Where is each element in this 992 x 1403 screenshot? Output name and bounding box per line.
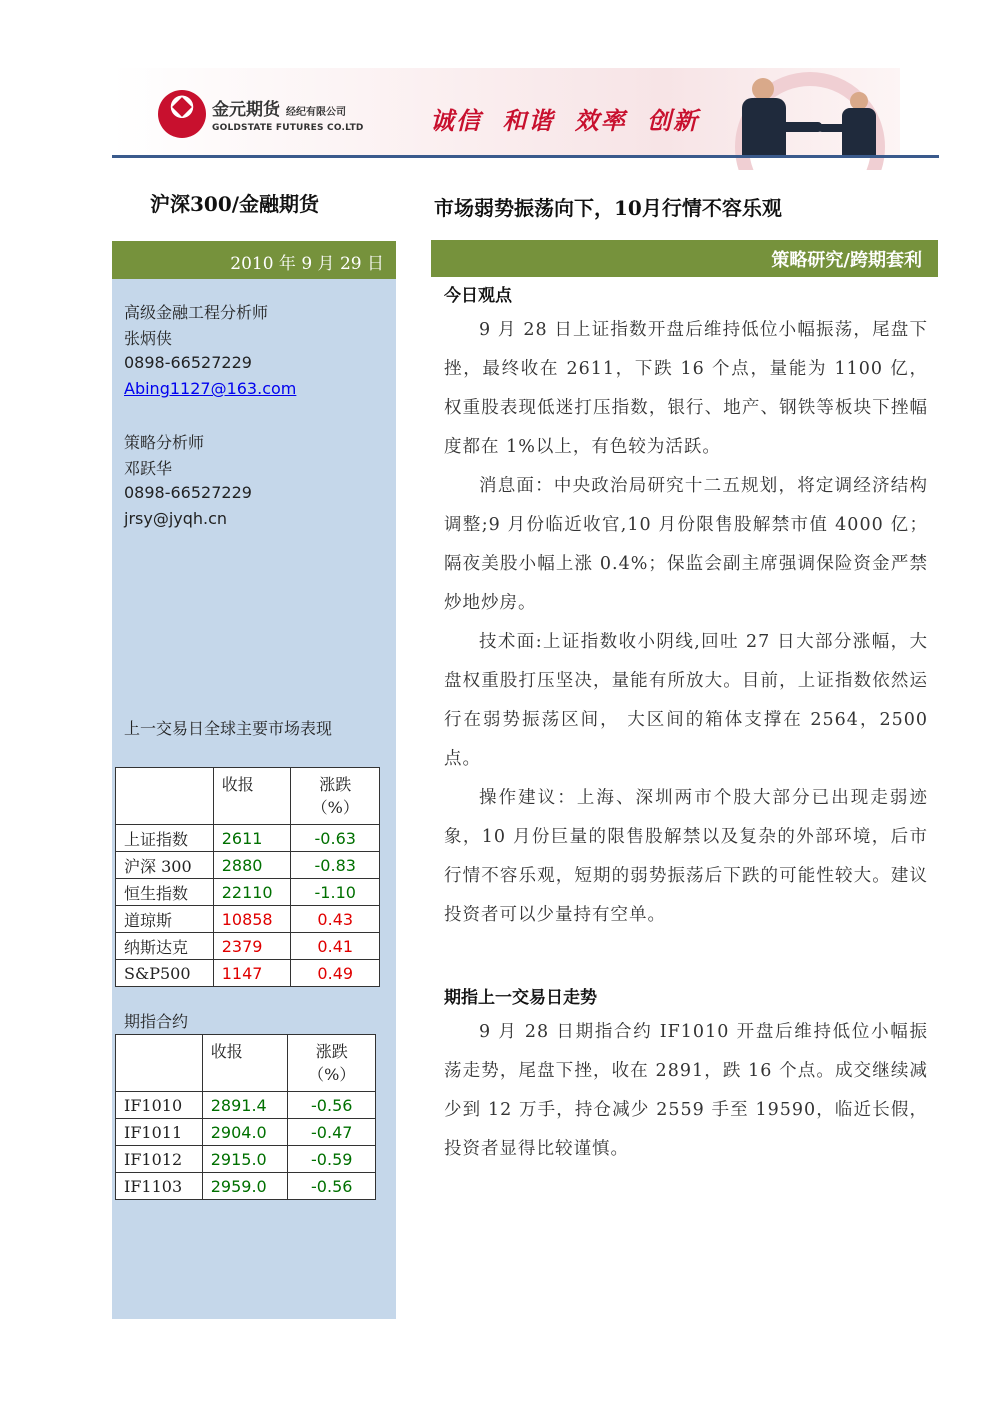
table-row [116, 933, 380, 960]
markets-table-label: 上一交易日全球主要市场表现 [124, 719, 333, 738]
section-bar-label: 策略研究/跨期套利 [771, 250, 922, 271]
company-logo-icon [158, 90, 206, 138]
analyst-1-title: 高级金融工程分析师 [124, 303, 269, 322]
report-title: 市场弱势振荡向下，10月行情不容乐观 [434, 196, 782, 220]
header-change: 涨跌 （%） [288, 1035, 376, 1092]
row-change: -1.10 [291, 879, 380, 906]
futures-trend-paragraph: 9 月 28 日期指合约 IF1010 开盘后维持低位小幅振荡走势，尾盘下挫，收在 2891，跌 16 个点。成交继续减少到 12 万手，持仓减少 2559 手至 19590，临近长假，投资者显得比较谨慎。 [444, 1022, 928, 1159]
markets-table-header [116, 768, 380, 825]
row-change: 0.49 [291, 960, 380, 987]
row-close: 2959.0 [202, 1173, 288, 1200]
row-name: IF1103 [116, 1173, 203, 1200]
today-view-paragraph-2: 消息面：中央政治局研究十二五规划，将定调经济结构调整;9 月份临近收官,10 月份限售股解禁市值 4000 亿；隔夜美股小幅上涨 0.4%；保监会副主席强调保险资金严禁炒地炒房。 [444, 476, 928, 613]
row-close: 10858 [213, 906, 291, 933]
table-row [116, 960, 380, 987]
row-change: -0.56 [288, 1173, 376, 1200]
row-name: IF1011 [116, 1119, 203, 1146]
table-row [116, 906, 380, 933]
report-category-title: 沪深300/金融期货 [150, 192, 320, 216]
company-name-cn: 金元期货 经纪有限公司 [212, 100, 346, 120]
header-close: 收报 [213, 768, 291, 825]
header-close: 收报 [202, 1035, 288, 1092]
table-row [116, 1092, 376, 1119]
futures-table [115, 1034, 376, 1200]
row-close: 2891.4 [202, 1092, 288, 1119]
table-row [116, 1173, 376, 1200]
today-view-heading: 今日观点 [444, 286, 512, 306]
today-view-paragraph-3: 技术面:上证指数收小阴线,回吐 27 日大部分涨幅，大盘权重股打压坚决，量能有所放大。目前，上证指数依然运行在弱势振荡区间， 大区间的箱体支撑在 2564，2500 点。 [444, 632, 928, 769]
row-change: -0.59 [288, 1146, 376, 1173]
header-rule [112, 155, 939, 158]
row-name: 恒生指数 [116, 879, 214, 906]
report-date: 2010 年 9 月 29 日 [230, 254, 384, 274]
section-bar [431, 240, 938, 277]
futures-table-header [116, 1035, 376, 1092]
analyst-2-email: jrsy@jyqh.cn [124, 509, 228, 528]
row-change: 0.41 [291, 933, 380, 960]
table-row [116, 1119, 376, 1146]
row-name: IF1012 [116, 1146, 203, 1173]
table-row [116, 825, 380, 852]
row-close: 2915.0 [202, 1146, 288, 1173]
row-change: 0.43 [291, 906, 380, 933]
row-name: S&P500 [116, 960, 214, 987]
header-cell-empty [116, 1035, 203, 1092]
row-name: 纳斯达克 [116, 933, 214, 960]
futures-table-label: 期指合约 [124, 1012, 189, 1031]
row-change: -0.63 [291, 825, 380, 852]
row-close: 1147 [213, 960, 291, 987]
row-change: -0.47 [288, 1119, 376, 1146]
today-view-paragraph-1: 9 月 28 日上证指数开盘后维持低位小幅振荡，尾盘下挫，最终收在 2611，下跌 16 个点，量能为 1100 亿，权重股表现低迷打压指数，银行、地产、钢铁等板块下挫幅度都在 1%以上，有色较为活跃。 [444, 320, 928, 457]
row-name: 道琼斯 [116, 906, 214, 933]
markets-table [115, 767, 380, 987]
company-name-en: GOLDSTATE FUTURES CO.LTD [212, 123, 364, 133]
row-close: 2611 [213, 825, 291, 852]
row-close: 2379 [213, 933, 291, 960]
row-name: IF1010 [116, 1092, 203, 1119]
header-cell-empty [116, 768, 214, 825]
today-view-paragraph-4: 操作建议：上海、深圳两市个股大部分已出现走弱迹象，10 月份巨量的限售股解禁以及复杂的外部环境，后市行情不容乐观，短期的弱势振荡后下跌的可能性较大。建议投资者可以少量持有空单。 [444, 788, 928, 925]
row-close: 2880 [213, 852, 291, 879]
row-close: 2904.0 [202, 1119, 288, 1146]
slogan: 诚信 和谐 效率 创新 [430, 107, 700, 135]
analyst-2-phone: 0898-66527229 [124, 483, 252, 502]
analyst-1-email-link[interactable]: Abing1127@163.com [124, 379, 297, 398]
table-row [116, 1146, 376, 1173]
analyst-1-name: 张炳侠 [124, 329, 173, 348]
row-change: -0.56 [288, 1092, 376, 1119]
table-row [116, 879, 380, 906]
date-bar [112, 241, 396, 279]
table-row [116, 852, 380, 879]
row-name: 沪深 300 [116, 852, 214, 879]
futures-trend-heading: 期指上一交易日走势 [444, 988, 597, 1008]
row-name: 上证指数 [116, 825, 214, 852]
analyst-2-title: 策略分析师 [124, 433, 205, 452]
row-change: -0.83 [291, 852, 380, 879]
row-close: 22110 [213, 879, 291, 906]
analyst-2-name: 邓跃华 [124, 459, 173, 478]
header-change: 涨跌 （%） [291, 768, 380, 825]
analyst-1-phone: 0898-66527229 [124, 353, 252, 372]
